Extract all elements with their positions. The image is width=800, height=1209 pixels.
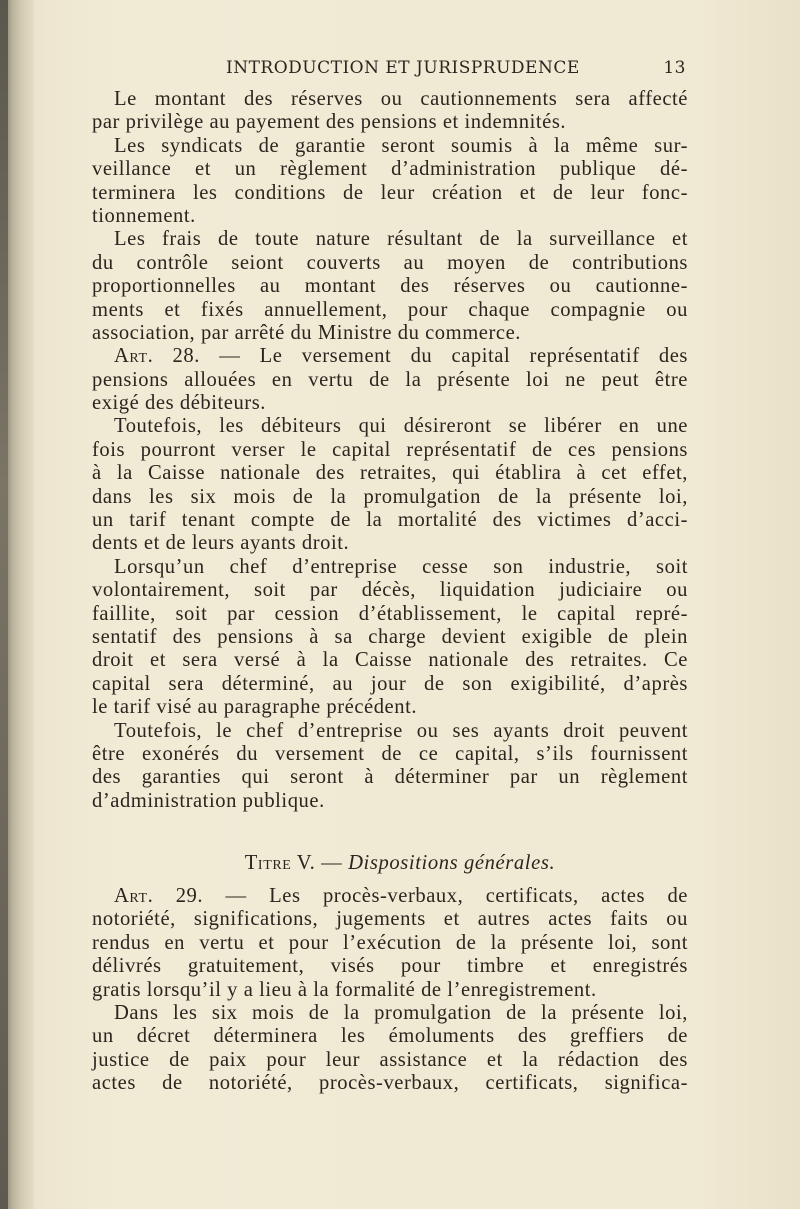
page-number: 13 xyxy=(663,58,686,78)
text-line: pensions allouées en vertu de la présente loi ne peut être xyxy=(92,368,688,391)
text-line: Le montant des réserves ou cautionnements sera affecté xyxy=(114,88,688,110)
text-line: dans les six mois de la promulgation de la présente loi, xyxy=(92,485,688,508)
text-line: actes de notoriété, procès-verbaux, certificats, significa- xyxy=(92,1072,688,1095)
text-line: sentatif des pensions à sa charge devient exigible de plein xyxy=(92,625,688,648)
section-heading-title: Dispositions générales. xyxy=(348,852,556,874)
text-line: Lorsqu’un chef d’entreprise cesse son industrie, soit xyxy=(114,555,688,578)
text-line: tionnement. xyxy=(92,204,196,227)
text-line: à la Caisse nationale des retraites, qui établira à cet effet, xyxy=(92,462,688,485)
article-label: Art. 28. xyxy=(114,345,200,368)
section-heading xyxy=(0,852,800,875)
text-line: un tarif tenant compte de la mortalité des victimes d’acci- xyxy=(92,509,688,532)
text-line: par privilège au payement des pensions et indemnités. xyxy=(92,111,567,134)
body-text-block-1 xyxy=(92,88,688,813)
text-line: exigé des débiteurs. xyxy=(92,392,266,415)
text-line: Toutefois, les débiteurs qui désireront se libérer en une xyxy=(114,415,688,438)
text-line: notoriété, significations, jugements et autres actes faits ou xyxy=(92,908,688,931)
text-line: Dans les six mois de la promulgation de la présente loi, xyxy=(114,1001,688,1024)
text-line: capital sera déterminé, au jour de son exigibilité, d’après xyxy=(92,672,688,695)
text-line: délivrés gratuitement, visés pour timbre et enregistrés xyxy=(92,955,688,978)
text-line: Les frais de toute nature résultant de la surveillance et xyxy=(114,228,688,251)
text-line: droit et sera versé à la Caisse nationale des retraites. Ce xyxy=(92,649,688,672)
text-line: ments et fixés annuellement, pour chaque compagnie ou xyxy=(92,298,688,321)
body-text-block-2 xyxy=(92,885,688,1096)
text-line xyxy=(92,345,688,368)
text-line: Les syndicats de garantie seront soumis à la même sur- xyxy=(114,134,688,157)
running-head xyxy=(226,58,686,84)
text-line xyxy=(92,885,688,908)
text-line: terminera les conditions de leur création et de leur fonc- xyxy=(92,181,688,204)
text-line: un décret déterminera les émoluments des greffiers de xyxy=(92,1025,688,1048)
text-line: association, par arrêté du Ministre du commerce. xyxy=(92,321,521,344)
article-label: Art. 29. xyxy=(114,885,204,907)
text-line: dents et de leurs ayants droit. xyxy=(92,532,350,555)
text-line: des garanties qui seront à déterminer par un règlement xyxy=(92,766,688,789)
book-spine-edge xyxy=(0,0,8,1209)
text-line: d’administration publique. xyxy=(92,789,325,812)
text-line: le tarif visé au paragraphe précédent. xyxy=(92,696,418,719)
text-line: du contrôle seiont couverts au moyen de contributions xyxy=(92,251,688,274)
text-line: faillite, soit par cession d’établissement, le capital repré- xyxy=(92,602,688,625)
section-heading-dash: — xyxy=(321,852,343,874)
text-line: justice de paix pour leur assistance et la rédaction des xyxy=(92,1048,688,1071)
text-line: volontairement, soit par décès, liquidation judiciaire ou xyxy=(92,579,688,602)
section-heading-prefix: Titre V. xyxy=(244,852,316,874)
text-line: proportionnelles au montant des réserves ou cautionne- xyxy=(92,275,688,298)
text-line: gratis lorsqu’il y a lieu à la formalité de l’enregistrement. xyxy=(92,978,597,1001)
text-line: Toutefois, le chef d’entreprise ou ses ayants droit peuvent xyxy=(114,719,688,742)
article-text: — Le versement du capital représentatif des xyxy=(199,345,688,368)
text-line: rendus en vertu et pour l’exécution de la présente loi, sont xyxy=(92,931,688,954)
running-head-title: INTRODUCTION ET JURISPRUDENCE xyxy=(226,58,580,78)
text-line: veillance et un règlement d’administration publique dé- xyxy=(92,158,688,181)
article-text: — Les procès-verbaux, certificats, actes de xyxy=(203,885,688,907)
text-line: être exonérés du versement de ce capital, s’ils fournissent xyxy=(92,742,688,765)
text-line: fois pourront verser le capital représentatif de ces pensions xyxy=(92,438,688,461)
